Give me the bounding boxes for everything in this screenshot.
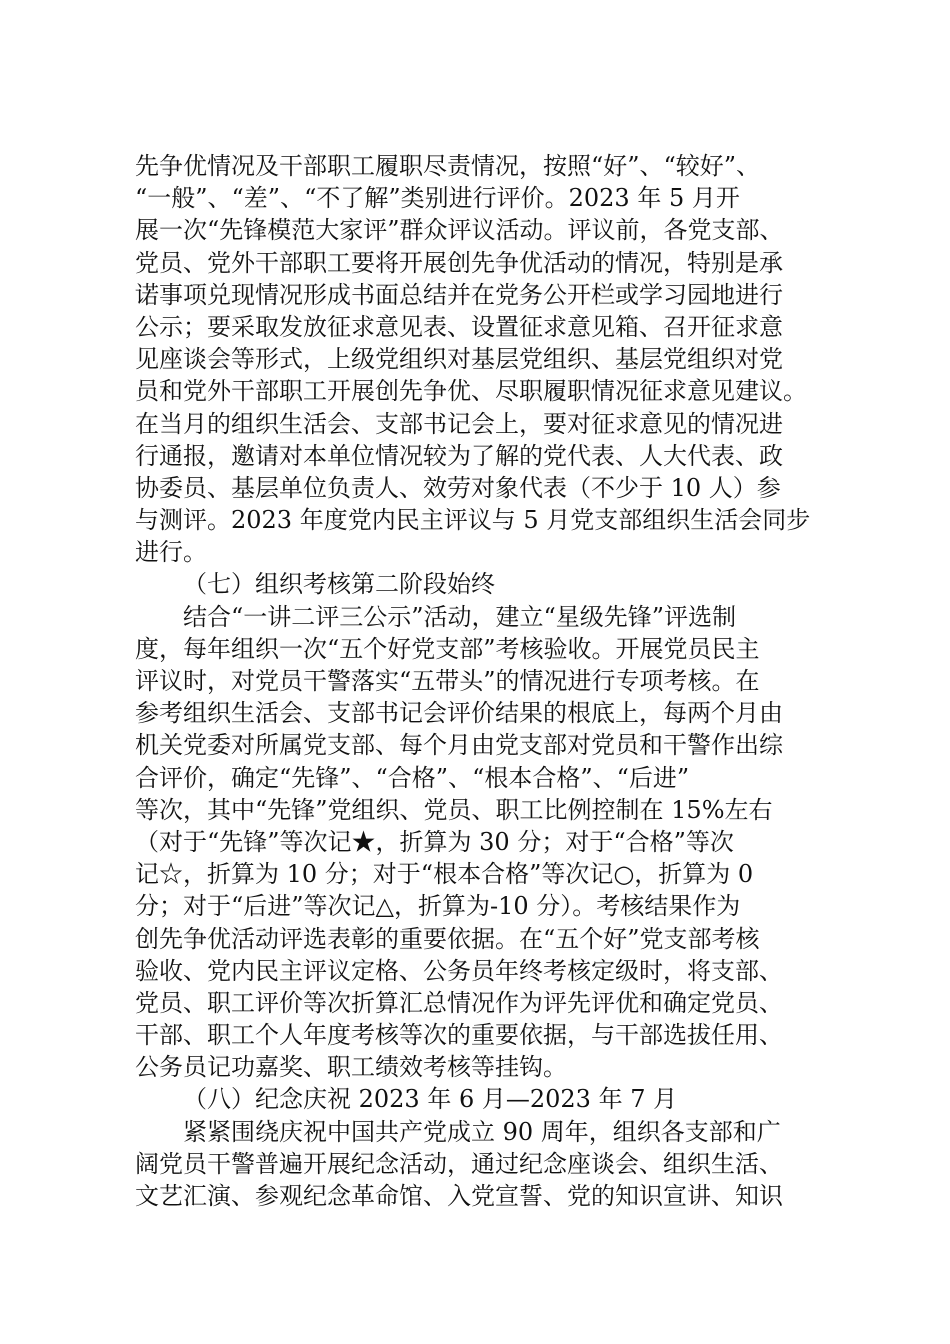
text-line: 合评价，确定“先锋”、“合格”、“根本合格”、“后进”: [135, 763, 690, 792]
text-line: 公示；要采取发放征求意见表、设置征求意见箱、召开征求意: [135, 312, 783, 341]
text-line: 评议时，对党员干警落实“五带头”的情况进行专项考核。在: [135, 667, 760, 695]
text-line: 见座谈会等形式，上级党组织对基层党组织、基层党组织对党: [135, 345, 783, 374]
text-line: 文艺汇演、参观纪念革命馆、入党宣誓、党的知识宣讲、知识: [135, 1182, 783, 1210]
text-line: 机关党委对所属党支部、每个月由党支部对党员和干警作出综: [135, 731, 783, 760]
text-line: 阔党员干警普遍开展纪念活动，通过纪念座谈会、组织生活、: [135, 1149, 783, 1178]
text-line: 干部、职工个人年度考核等次的重要依据，与干部选拔任用、: [135, 1021, 783, 1050]
text-line: 进行。: [135, 538, 207, 567]
text-line: “一般”、“差”、“不了解”类别进行评价。2023 年 5 月开: [135, 184, 740, 213]
text-line: 参考组织生活会、支部书记会评价结果的根底上，每两个月由: [135, 699, 783, 728]
text-line: 党员、党外干部职工要将开展创先争优活动的情况，特别是承: [135, 248, 783, 277]
text-line: 公务员记功嘉奖、职工绩效考核等挂钩。: [135, 1053, 567, 1082]
text-line: 先争优情况及干部职工履职尽责情况，按照“好”、“较好”、: [135, 152, 761, 180]
text-line: 分；对于“后进”等次记△，折算为-10 分）。考核结果作为: [135, 892, 741, 921]
text-line: （对于“先锋”等次记★，折算为 30 分；对于“合格”等次: [135, 827, 734, 856]
text-line: 创先争优活动评选表彰的重要依据。在“五个好”党支部考核: [135, 924, 760, 953]
text-line: 等次，其中“先锋”党组织、党员、职工比例控制在 15%左右: [135, 795, 773, 824]
text-line: 与测评。2023 年度党内民主评议与 5 月党支部组织生活会同步: [135, 506, 811, 535]
section-heading: （八）纪念庆祝 2023 年 6 月—2023 年 7 月: [183, 1085, 678, 1114]
text-line: 结合“一讲二评三公示”活动，建立“星级先锋”评选制: [183, 602, 737, 631]
text-line: 员和党外干部职工开展创先争优、尽职履职情况征求意见建议。: [135, 377, 807, 406]
text-line: 度，每年组织一次“五个好党支部”考核验收。开展党员民主: [135, 634, 760, 663]
text-line: 验收、党内民主评议定格、公务员年终考核定级时，将支部、: [135, 956, 783, 985]
text-line: 展一次“先锋模范大家评”群众评议活动。评议前，各党支部、: [135, 216, 784, 245]
text-line: 党员、职工评价等次折算汇总情况作为评先评优和确定党员、: [135, 988, 783, 1017]
document-body: [135, 150, 835, 1212]
text-line: 协委员、基层单位负责人、效劳对象代表（不少于 10 人）参: [135, 473, 781, 502]
text-line: 在当月的组织生活会、支部书记会上，要对征求意见的情况进: [135, 409, 783, 438]
text-line: 记☆，折算为 10 分；对于“根本合格”等次记○，折算为 0: [135, 860, 754, 889]
text-line: 行通报，邀请对本单位情况较为了解的党代表、人大代表、政: [135, 441, 783, 470]
text-line: 诺事项兑现情况形成书面总结并在党务公开栏或学习园地进行: [135, 280, 783, 309]
section-heading: （七）组织考核第二阶段始终: [183, 570, 495, 599]
text-line: 紧紧围绕庆祝中国共产党成立 90 周年，组织各支部和广: [183, 1117, 781, 1146]
